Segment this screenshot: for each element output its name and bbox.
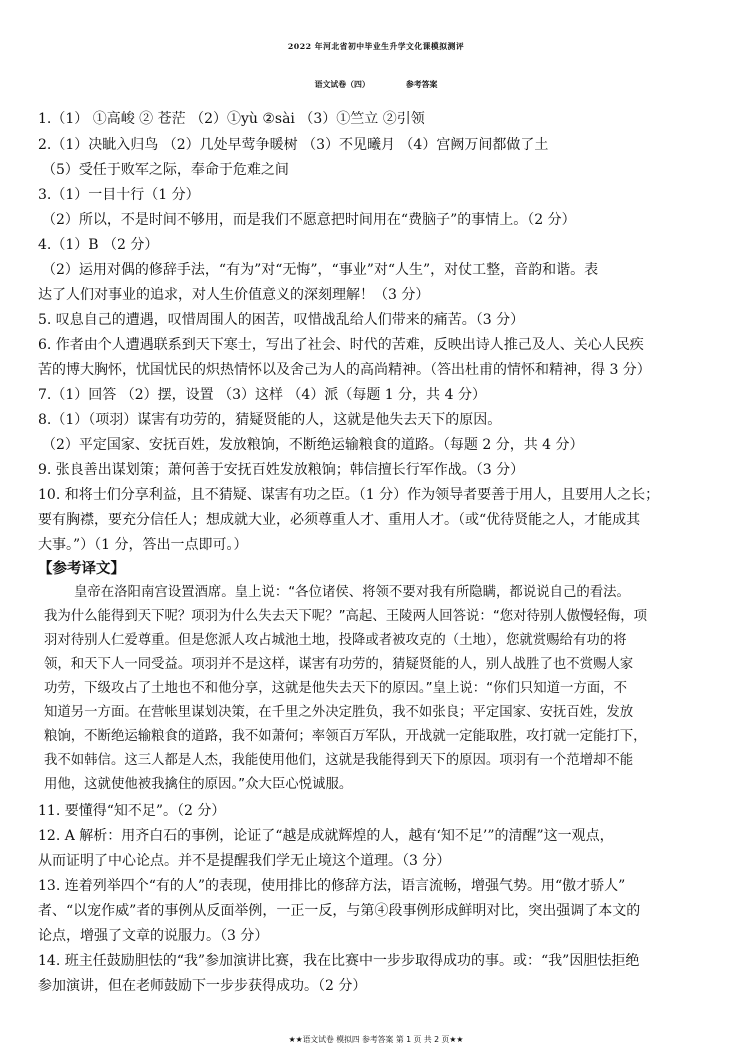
answer-line: （5）受任于败军之际，奉命于危难之间 (42, 162, 289, 178)
translation-line: 羽对待别人仁爱尊重。但是您派人攻占城池土地，投降或者被攻克的（土地），您就赏赐给有功的将 (44, 633, 627, 648)
page-footer: ★★语文试卷 模拟四 参考答案 第 1 页 共 2 页★★ (288, 1035, 464, 1044)
page-subtitle (0, 79, 752, 90)
answer-line: 6. 作者由个人遭遇联系到天下寒士，写出了社会、时代的苦难，反映出诗人推己及人、关心人民疾 (38, 337, 644, 353)
answer-line: 2.（1）决眦入归鸟 （2）几处早莺争暖树 （3）不见曦月 （4）宫阙万间都做了土 (38, 137, 549, 153)
answer-line: 7.（1）回答 （2）摆，设置 （3）这样 （4）派（每题 1 分，共 4 分） (38, 387, 486, 403)
answer-line: 达了人们对事业的追求，对人生价值意义的深刻理解！（3 分） (38, 287, 430, 303)
answer-line: 苦的博大胸怀，忧国忧民的炽热情怀以及舍己为人的高尚精神。（答出杜甫的情怀和精神，得 3 分） (38, 362, 651, 378)
answer-line: 参加演讲，但在老师鼓励下一步步获得成功。（2 分） (38, 978, 367, 994)
answer-line: 者、“以宠作威”者的事例从反面举例，一正一反，与第④段事例形成鲜明对比，突出强调了本文的 (38, 903, 641, 919)
subtitle-paper: 语文试卷（四） (314, 80, 370, 89)
answer-line: 3.（1）一目十行（1 分） (38, 187, 200, 203)
translation-line: 我不如韩信。这三人都是人杰，我能使用他们，这就是我能得到天下的原因。项羽有一个范增却不能 (44, 753, 634, 768)
answer-line: 4.（1）B （2 分） (38, 237, 159, 253)
answer-line: 14. 班主任鼓励胆怯的“我”参加演讲比赛，我在比赛中一步步取得成功的事。或：“我”因胆怯拒绝 (38, 953, 640, 969)
answer-line: 要有胸襟，要充分信任人；想成就大业，必须尊重人才、重用人才。（或“优待贤能之人，才能成其 (38, 512, 641, 528)
answer-line: （2）运用对偶的修辞手法，“有为”对“无悔”，“事业”对“人生”，对仗工整，音韵和谐。表 (42, 262, 599, 278)
answer-line: 8.（1）（项羽）谋害有功劳的，猜疑贤能的人，这就是他失去天下的原因。 (38, 412, 502, 428)
answer-line: （2）所以，不是时间不够用，而是我们不愿意把时间用在“费脑子”的事情上。（2 分） (42, 212, 576, 228)
answer-line: 13. 连着列举四个“有的人”的表现，使用排比的修辞方法，语言流畅，增强气势。用“傲才骄人” (38, 878, 626, 894)
answer-line: （2）平定国家、安抚百姓，发放粮饷，不断绝运输粮食的道路。（每题 2 分，共 4 分） (42, 437, 584, 453)
answer-line: 从而证明了中心论点。并不是提醒我们学无止境这个道理。（3 分） (38, 853, 451, 869)
page-title: 2022 年河北省初中毕业生升学文化课模拟测评 (287, 42, 465, 51)
translation-line: 功劳，下级攻占了土地也不和他分享，这就是他失去天下的原因。”皇上说：“你们只知道一方面，不 (44, 681, 627, 696)
answer-line: 大事。”）（1 分，答出一点即可。） (38, 537, 248, 553)
answer-line: 5. 叹息自己的遭遇，叹惜周围人的困苦，叹惜战乱给人们带来的痛苦。（3 分） (38, 312, 525, 328)
translation-line: 领，和天下人一同受益。项羽并不是这样，谋害有功劳的，猜疑贤能的人，别人战胜了也不赏赐人家 (44, 657, 634, 672)
answer-line: 1.（1） ①高峻 ② 苍茫 （2）①yù ②sài （3）①竺立 ②引领 (38, 111, 425, 127)
answer-line: 论点，增强了文章的说服力。（3 分） (38, 928, 269, 944)
answer-line: 9. 张良善出谋划策；萧何善于安抚百姓发放粮饷；韩信擅长行军作战。（3 分） (38, 462, 525, 478)
translation-line: 知道另一方面。在营帐里谋划决策，在千里之外决定胜负，我不如张良；平定国家、安抚百姓，发放 (44, 705, 634, 720)
translation-line: 我为什么能得到天下呢？项羽为什么失去天下呢？”高起、王陵两人回答说：“您对待别人傲慢轻侮，项 (44, 609, 648, 624)
answer-line: 12. A 解析：用齐白石的事例，论证了“越是成就辉煌的人，越有‘知不足’”的清醒”这一观点， (38, 828, 614, 844)
answer-line: 10. 和将士们分享利益，且不猜疑、谋害有功之臣。（1 分）作为领导者要善于用人，且要用人之长； (38, 487, 660, 503)
answer-line: 11. 要懂得“知不足”。（2 分） (38, 803, 226, 819)
subtitle-answers: 参考答案 (405, 80, 438, 89)
translation-line: 粮饷，不断绝运输粮食的道路，我不如萧何；率领百万军队，开战就一定能取胜，攻打就一定能打下， (44, 729, 647, 744)
translation-line: 皇帝在洛阳南宫设置酒席。皇上说：“各位诸侯、将领不要对我有所隐瞒，都说说自己的看法。 (74, 585, 630, 600)
translation-line: 用他，这就使他被我擒住的原因。”众大臣心悦诚服。 (44, 777, 353, 792)
translation-heading: 【参考译文】 (38, 560, 125, 577)
